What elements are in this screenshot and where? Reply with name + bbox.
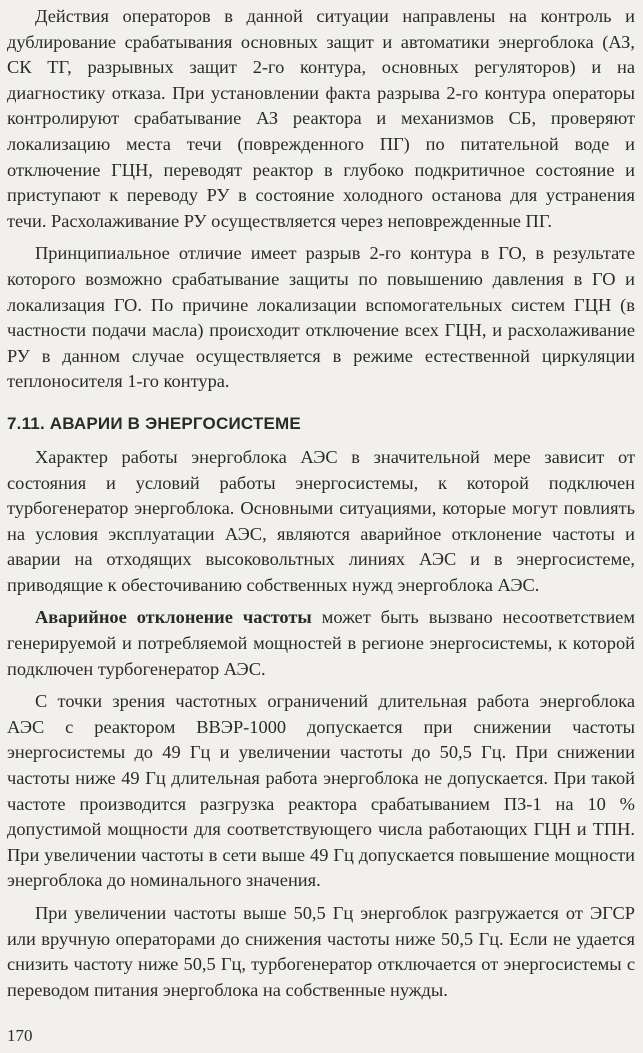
document-page <box>7 4 635 1010</box>
paragraph-grid-intro: Характер работы энергоблока АЭС в значительной мере зависит от состояния и условий работы энергосистемы, к которой подключен турбогенератор энергоблока. Основными ситуациями, которые могут повлиять на условия эксплуатации АЭС, являются аварийное отклонение частоты и аварии на отходящих высоковольтных линиях АЭС и в энергосистеме, приводящие к обесточиванию собственных нужд энергоблока АЭС. <box>7 446 635 595</box>
paragraph-frequency-deviation <box>7 605 635 682</box>
section-heading: 7.11. АВАРИИ В ЭНЕРГОСИСТЕМЕ <box>7 413 301 433</box>
term-frequency-deviation: Аварийное отклонение частоты <box>35 607 312 628</box>
paragraph-frequency-increase: При увеличении частоты выше 50,5 Гц энергоблок разгружается от ЭГСР или вручную операторами до снижения частоты ниже 50,5 Гц. Если не удается снизить частоту ниже 50,5 Гц, турбогенератор отключается от энергосистемы с переводом питания энергоблока на собственные нужды. <box>7 903 635 1000</box>
paragraph-containment-rupture: Принципиальное отличие имеет разрыв 2-го контура в ГО, в результате которого возможно срабатывание защиты по повышению давления в ГО и локализация ГО. По причине локализации вспомогательных систем ГЦН (в частности подачи масла) происходит отключение всех ГЦН, и расхолаживание РУ в данном случае осуществляется в режиме естественной циркуляции теплоносителя 1-го контура. <box>7 243 635 392</box>
paragraph-operator-actions: Действия операторов в данной ситуации направлены на контроль и дублирование срабатывания основных защит и автоматики энергоблока (АЗ, СК ТГ, разрывных защит 2-го контура, основных регуляторов) и на диагностику отказа. При установлении факта разрыва 2-го контура операторы контролируют срабатывание АЗ реактора и механизмов СБ, проверяют локализацию места течи (поврежденного ПГ) по питательной воде и отключение ГЦН, переводят реактор в глубоко подкритичное состояние и приступают к переводу РУ в состояние холодного останова для устранения течи. Расхолаживание РУ осуществляется через неповрежденные ПГ. <box>7 6 635 231</box>
paragraph-frequency-deviation-text: может быть вызвано несоответствием генерируемой и потребляемой мощностей в регионе энергосистемы, к которой подключен турбогенератор АЭС. <box>7 607 635 679</box>
paragraph-frequency-limits: С точки зрения частотных ограничений длительная работа энергоблока АЭС с реактором ВВЭР-1000 допускается при снижении частоты энергосистемы до 49 Гц и увеличении частоты до 50,5 Гц. При снижении частоты ниже 49 Гц длительная работа энергоблока не допускается. При такой частоте производится разгрузка реактора срабатыванием ПЗ-1 на 10 % допустимой мощности для соответствующего числа работающих ГЦН и ТПН. При увеличении частоты в сети выше 49 Гц допускается повышение мощности энергоблока до номинального значения. <box>7 691 635 891</box>
page-number: 170 <box>7 1026 33 1045</box>
